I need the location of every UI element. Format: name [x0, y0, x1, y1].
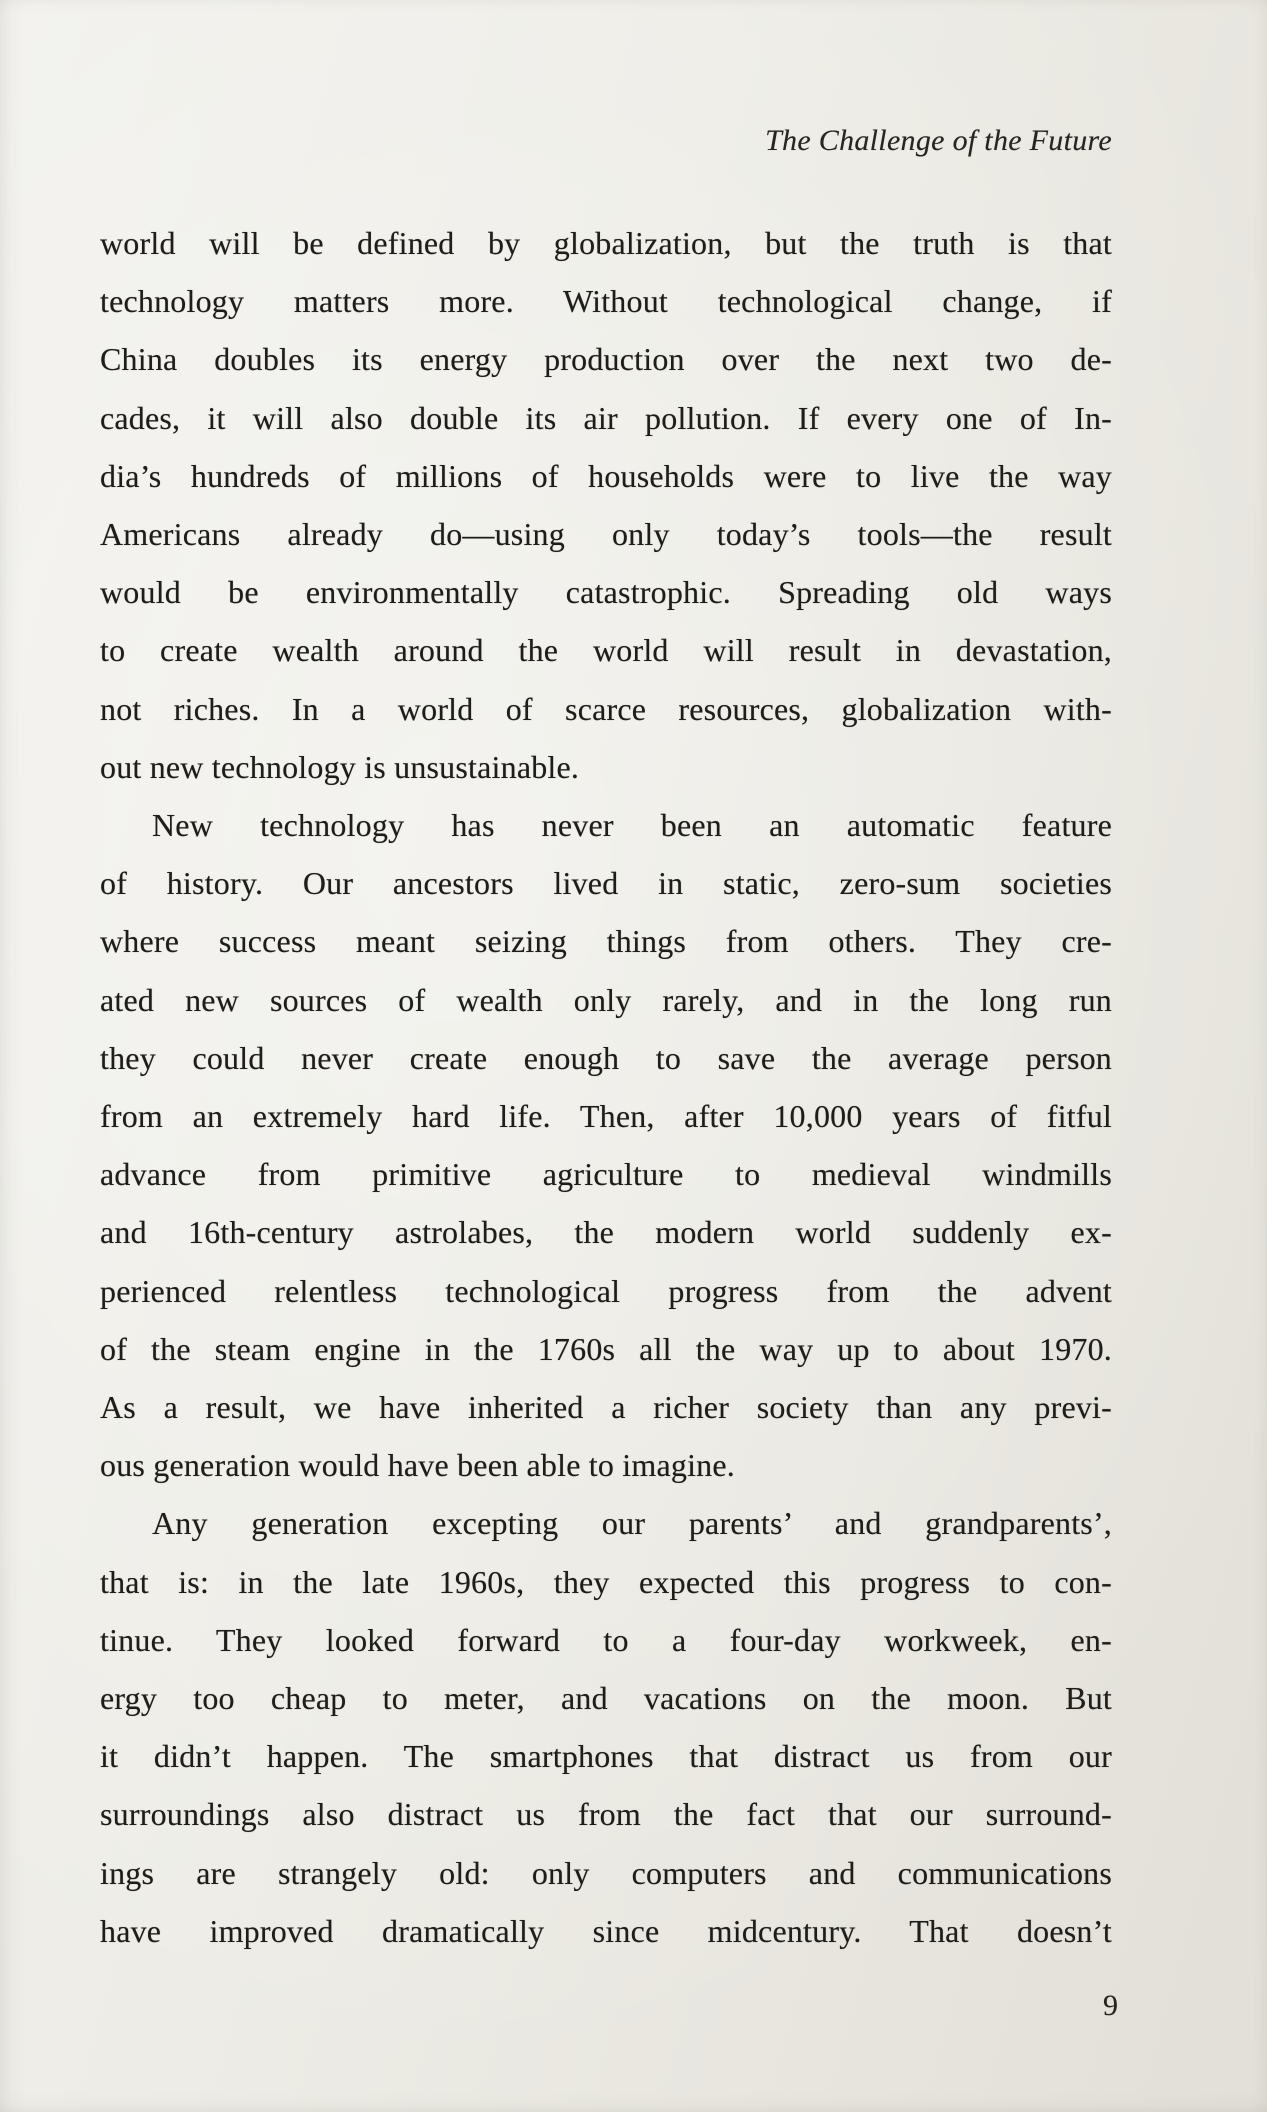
text-line: and 16th-century astrolabes, the modern world suddenly ex- [100, 1214, 1112, 1251]
text-line: perienced relentless technological progress from the advent [100, 1272, 1112, 1309]
text-line: out new technology is unsustainable. [100, 748, 580, 785]
text-line: world will be defined by globalization, but the truth is that [100, 225, 1112, 261]
text-line: Americans already do—using only today’s tools—the result [100, 516, 1112, 553]
text-line: ergy too cheap to meter, and vacations on the moon. But [100, 1680, 1112, 1717]
text-line: they could never create enough to save the average person [100, 1039, 1112, 1076]
text-line: New technology has never been an automatic feature [152, 807, 1112, 844]
text-line: surroundings also distract us from the fact that our surround- [100, 1796, 1112, 1833]
text-line: technology matters more. Without technological change, if [100, 283, 1112, 320]
text-line: tinue. They looked forward to a four-day workweek, en- [100, 1621, 1112, 1658]
text-line: ous generation would have been able to imagine. [100, 1447, 735, 1484]
text-line: cades, it will also double its air pollution. If every one of In- [100, 399, 1112, 436]
text-line: it didn’t happen. The smartphones that distract us from our [100, 1738, 1112, 1775]
text-line: where success meant seizing things from others. They cre- [100, 923, 1112, 960]
text-line: to create wealth around the world will result in devastation, [100, 632, 1112, 669]
text-line: ated new sources of wealth only rarely, and in the long run [100, 981, 1112, 1018]
text-line: from an extremely hard life. Then, after 10,000 years of fitful [100, 1098, 1112, 1135]
running-header: The Challenge of the Future [765, 124, 1112, 157]
text-line: of the steam engine in the 1760s all the way up to about 1970. [100, 1330, 1112, 1367]
text-line: would be environmentally catastrophic. Spreading old ways [100, 574, 1112, 611]
text-line: of history. Our ancestors lived in static, zero-sum societies [100, 865, 1112, 902]
text-line: China doubles its energy production over the next two de- [100, 341, 1112, 378]
text-line: that is: in the late 1960s, they expected this progress to con- [100, 1563, 1112, 1600]
body-text [100, 214, 1112, 1960]
text-line: dia’s hundreds of millions of households were to live the way [100, 457, 1112, 494]
text-line: have improved dramatically since midcentury. That doesn’t [100, 1912, 1112, 1949]
text-line: ings are strangely old: only computers and communications [100, 1854, 1112, 1891]
text-line: As a result, we have inherited a richer society than any previ- [100, 1389, 1112, 1426]
text-line: Any generation excepting our parents’ and grandparents’, [152, 1505, 1112, 1542]
page-number: 9 [1103, 1989, 1118, 2022]
text-line: not riches. In a world of scarce resources, globalization with- [100, 690, 1112, 727]
text-line: advance from primitive agriculture to medieval windmills [100, 1156, 1112, 1193]
